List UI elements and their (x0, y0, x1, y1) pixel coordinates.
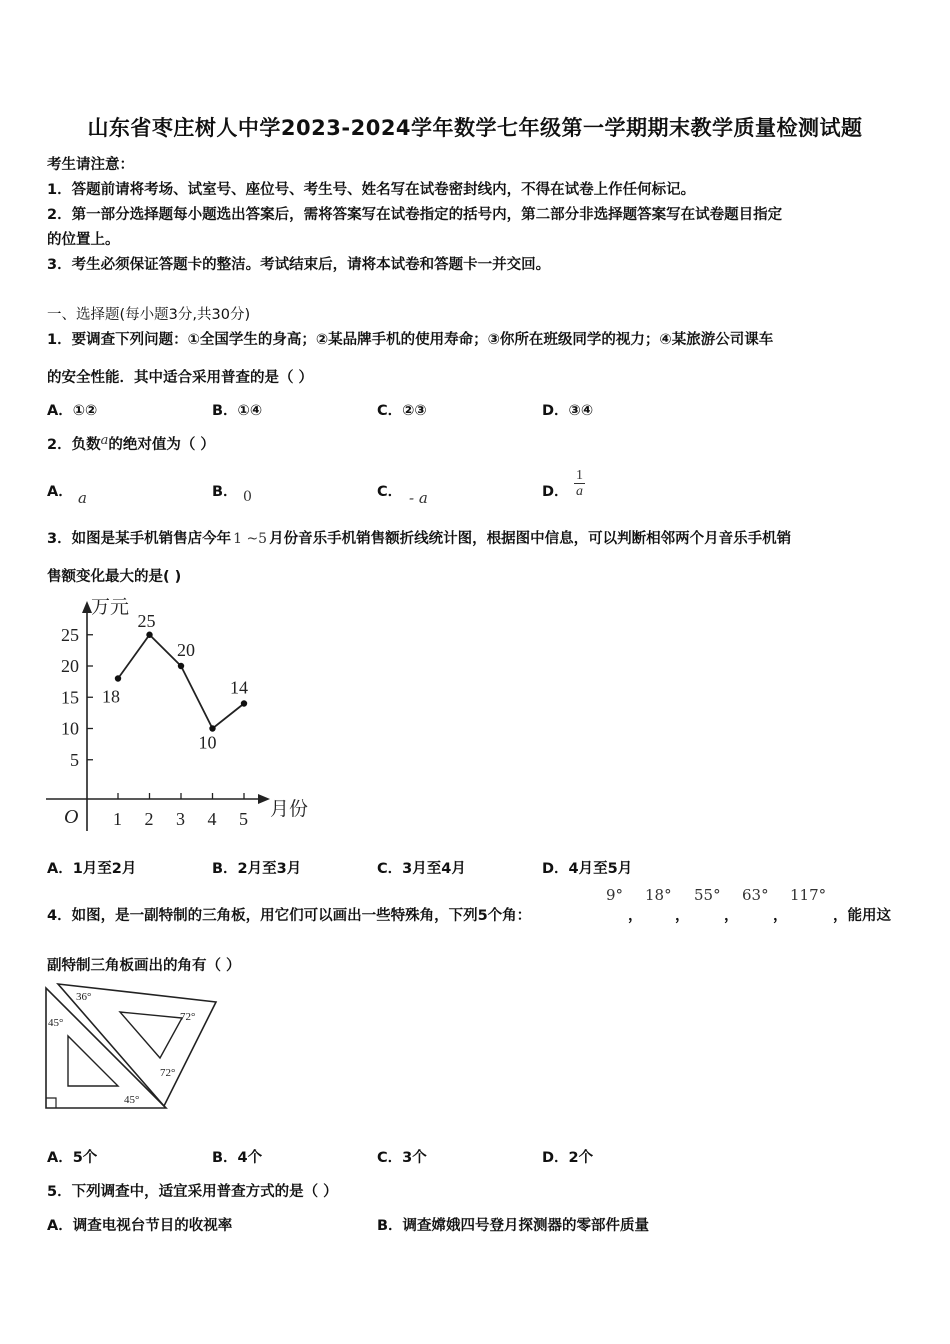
q4-option-a: A．5个 (47, 1150, 98, 1166)
page-title: 山东省枣庄树人中学2023-2024学年数学七年级第一学期期末教学质量检测试题 (87, 116, 863, 140)
x-axis-arrow (258, 794, 270, 804)
question-1-line-1: 1．要调查下列问题：①全国学生的身高；②某品牌手机的使用寿命；③你所在班级同学的视力；④某旅游公司课车 (47, 332, 774, 348)
q3-option-b: B．2月至3月 (212, 861, 302, 877)
data-point (178, 663, 184, 669)
question-2-stem (47, 433, 215, 454)
isosceles-triangle-outer (46, 988, 166, 1108)
q3-month-range: 1 ~5 (233, 531, 268, 547)
notice-item: 3．考生必须保证答题卡的整洁。考试结束后，请将本试卷和答题卡一并交回。 (47, 257, 551, 273)
fraction-denominator: a (576, 484, 583, 499)
y-tick-label: 10 (61, 718, 79, 739)
angle-separator: ， (628, 908, 643, 924)
question-4-line-1-text: 4．如图，是一副特制的三角板，用它们可以画出一些特殊角，下列5个角： (47, 908, 532, 924)
notice-item: 1．答题前请将考场、试室号、座位号、考生号、姓名写在试卷密封线内，不得在试卷上作任何标记。 (47, 182, 696, 198)
q2-variable: a (100, 433, 109, 448)
q3-text-a: 3．如图是某手机销售店今年 (47, 531, 232, 547)
question-3-line-2: 售额变化最大的是( ) (47, 569, 182, 585)
q1-option-a: A．①② (47, 403, 98, 419)
data-label: 18 (102, 686, 120, 707)
angle-value: 55° (694, 886, 721, 904)
x-tick-label: 3 (176, 809, 185, 829)
q2-prefix: 2．负数 (47, 437, 101, 453)
q2-option-c-value: - a (409, 489, 428, 507)
triangle-set-figure (44, 982, 220, 1112)
angle-value: 63° (742, 886, 769, 904)
angle-label-36: 36° (76, 991, 92, 1003)
q2-option-d-label: D． (542, 484, 569, 500)
q5-option-a: A．调查电视台节目的收视率 (47, 1218, 233, 1234)
data-point (115, 675, 121, 681)
notice-heading: 考生请注意： (47, 157, 134, 173)
q4-option-b: B．4个 (212, 1150, 263, 1166)
y-tick-label: 5 (70, 749, 79, 770)
q2-option-a-value: a (78, 489, 87, 507)
q3-option-c: C．3月至4月 (377, 861, 466, 877)
question-1-line-2: 的安全性能．其中适合采用普查的是（ ） (47, 370, 314, 386)
x-tick-label: 1 (113, 809, 122, 829)
q2-option-b-value: 0 (243, 489, 252, 505)
notice-item: 2．第一部分选择题每小题选出答案后，需将答案写在试卷指定的括号内，第二部分非选择题答案写在试卷题目指定 (47, 207, 783, 223)
question-5-line-1: 5．下列调查中，适宜采用普查方式的是（ ） (47, 1184, 338, 1200)
right-angle-mark (46, 1098, 56, 1108)
y-tick-label: 15 (61, 687, 79, 708)
q1-option-d: D．③④ (542, 403, 594, 419)
data-point (146, 632, 152, 638)
q3-option-d: D．4月至5月 (542, 861, 633, 877)
angle-value: 117° (790, 886, 827, 904)
angle-label-72-bottom: 72° (160, 1067, 176, 1079)
y-tick-label: 25 (61, 624, 79, 645)
angle-label-45-bottom: 45° (124, 1094, 140, 1106)
x-tick-label: 2 (144, 809, 154, 829)
angle-label-45-top: 45° (48, 1017, 64, 1029)
q4-option-c: C．3个 (377, 1150, 427, 1166)
q3-text-b: 月份音乐手机销售额折线统计图，根据图中信息，可以判断相邻两个月音乐手机销 (269, 531, 792, 547)
angle-separator: ， (675, 908, 690, 924)
question-4-line-1-tail: ，能用这 (833, 908, 891, 924)
q2-option-d-fraction (574, 468, 585, 499)
x-tick-label: 5 (239, 809, 248, 829)
q2-option-a-label: A． (47, 484, 73, 500)
angle-separator: ， (724, 908, 739, 924)
notice-item: 的位置上。 (47, 232, 120, 248)
q5-option-b: B．调查嫦娥四号登月探测器的零部件质量 (377, 1218, 650, 1234)
q2-option-c-label: C． (377, 484, 403, 500)
q4-option-d: D．2个 (542, 1150, 594, 1166)
angle-label-72-right: 72° (180, 1011, 196, 1023)
data-point (209, 725, 215, 731)
angle-separator: ， (773, 908, 788, 924)
q3-option-a: A．1月至2月 (47, 861, 137, 877)
data-label: 14 (230, 677, 248, 698)
data-label: 10 (198, 732, 217, 753)
data-label: 25 (137, 610, 156, 631)
fraction-numerator: 1 (576, 468, 583, 483)
data-point (241, 700, 247, 706)
q2-option-b-label: B． (212, 484, 238, 500)
y-tick-label: 20 (61, 656, 79, 676)
angle-value: 9° (606, 886, 624, 904)
angle-value: 18° (645, 886, 672, 904)
data-label: 20 (177, 640, 195, 660)
question-3-line-1 (47, 527, 791, 548)
q2-suffix: 的绝对值为（ ） (108, 437, 215, 453)
origin-label: O (64, 806, 79, 828)
golden-triangle-inner (120, 1012, 182, 1058)
y-axis-label: 万元 (91, 597, 130, 618)
q1-option-b: B．①④ (212, 403, 263, 419)
q1-option-c: C．②③ (377, 403, 427, 419)
section-heading: 一、选择题(每小题3分,共30分) (47, 307, 251, 323)
x-tick-label: 4 (207, 809, 217, 829)
question-4-line-2: 副特制三角板画出的角有（ ） (47, 958, 241, 974)
x-axis-label: 月份 (270, 799, 309, 820)
sales-line-chart (44, 593, 316, 833)
